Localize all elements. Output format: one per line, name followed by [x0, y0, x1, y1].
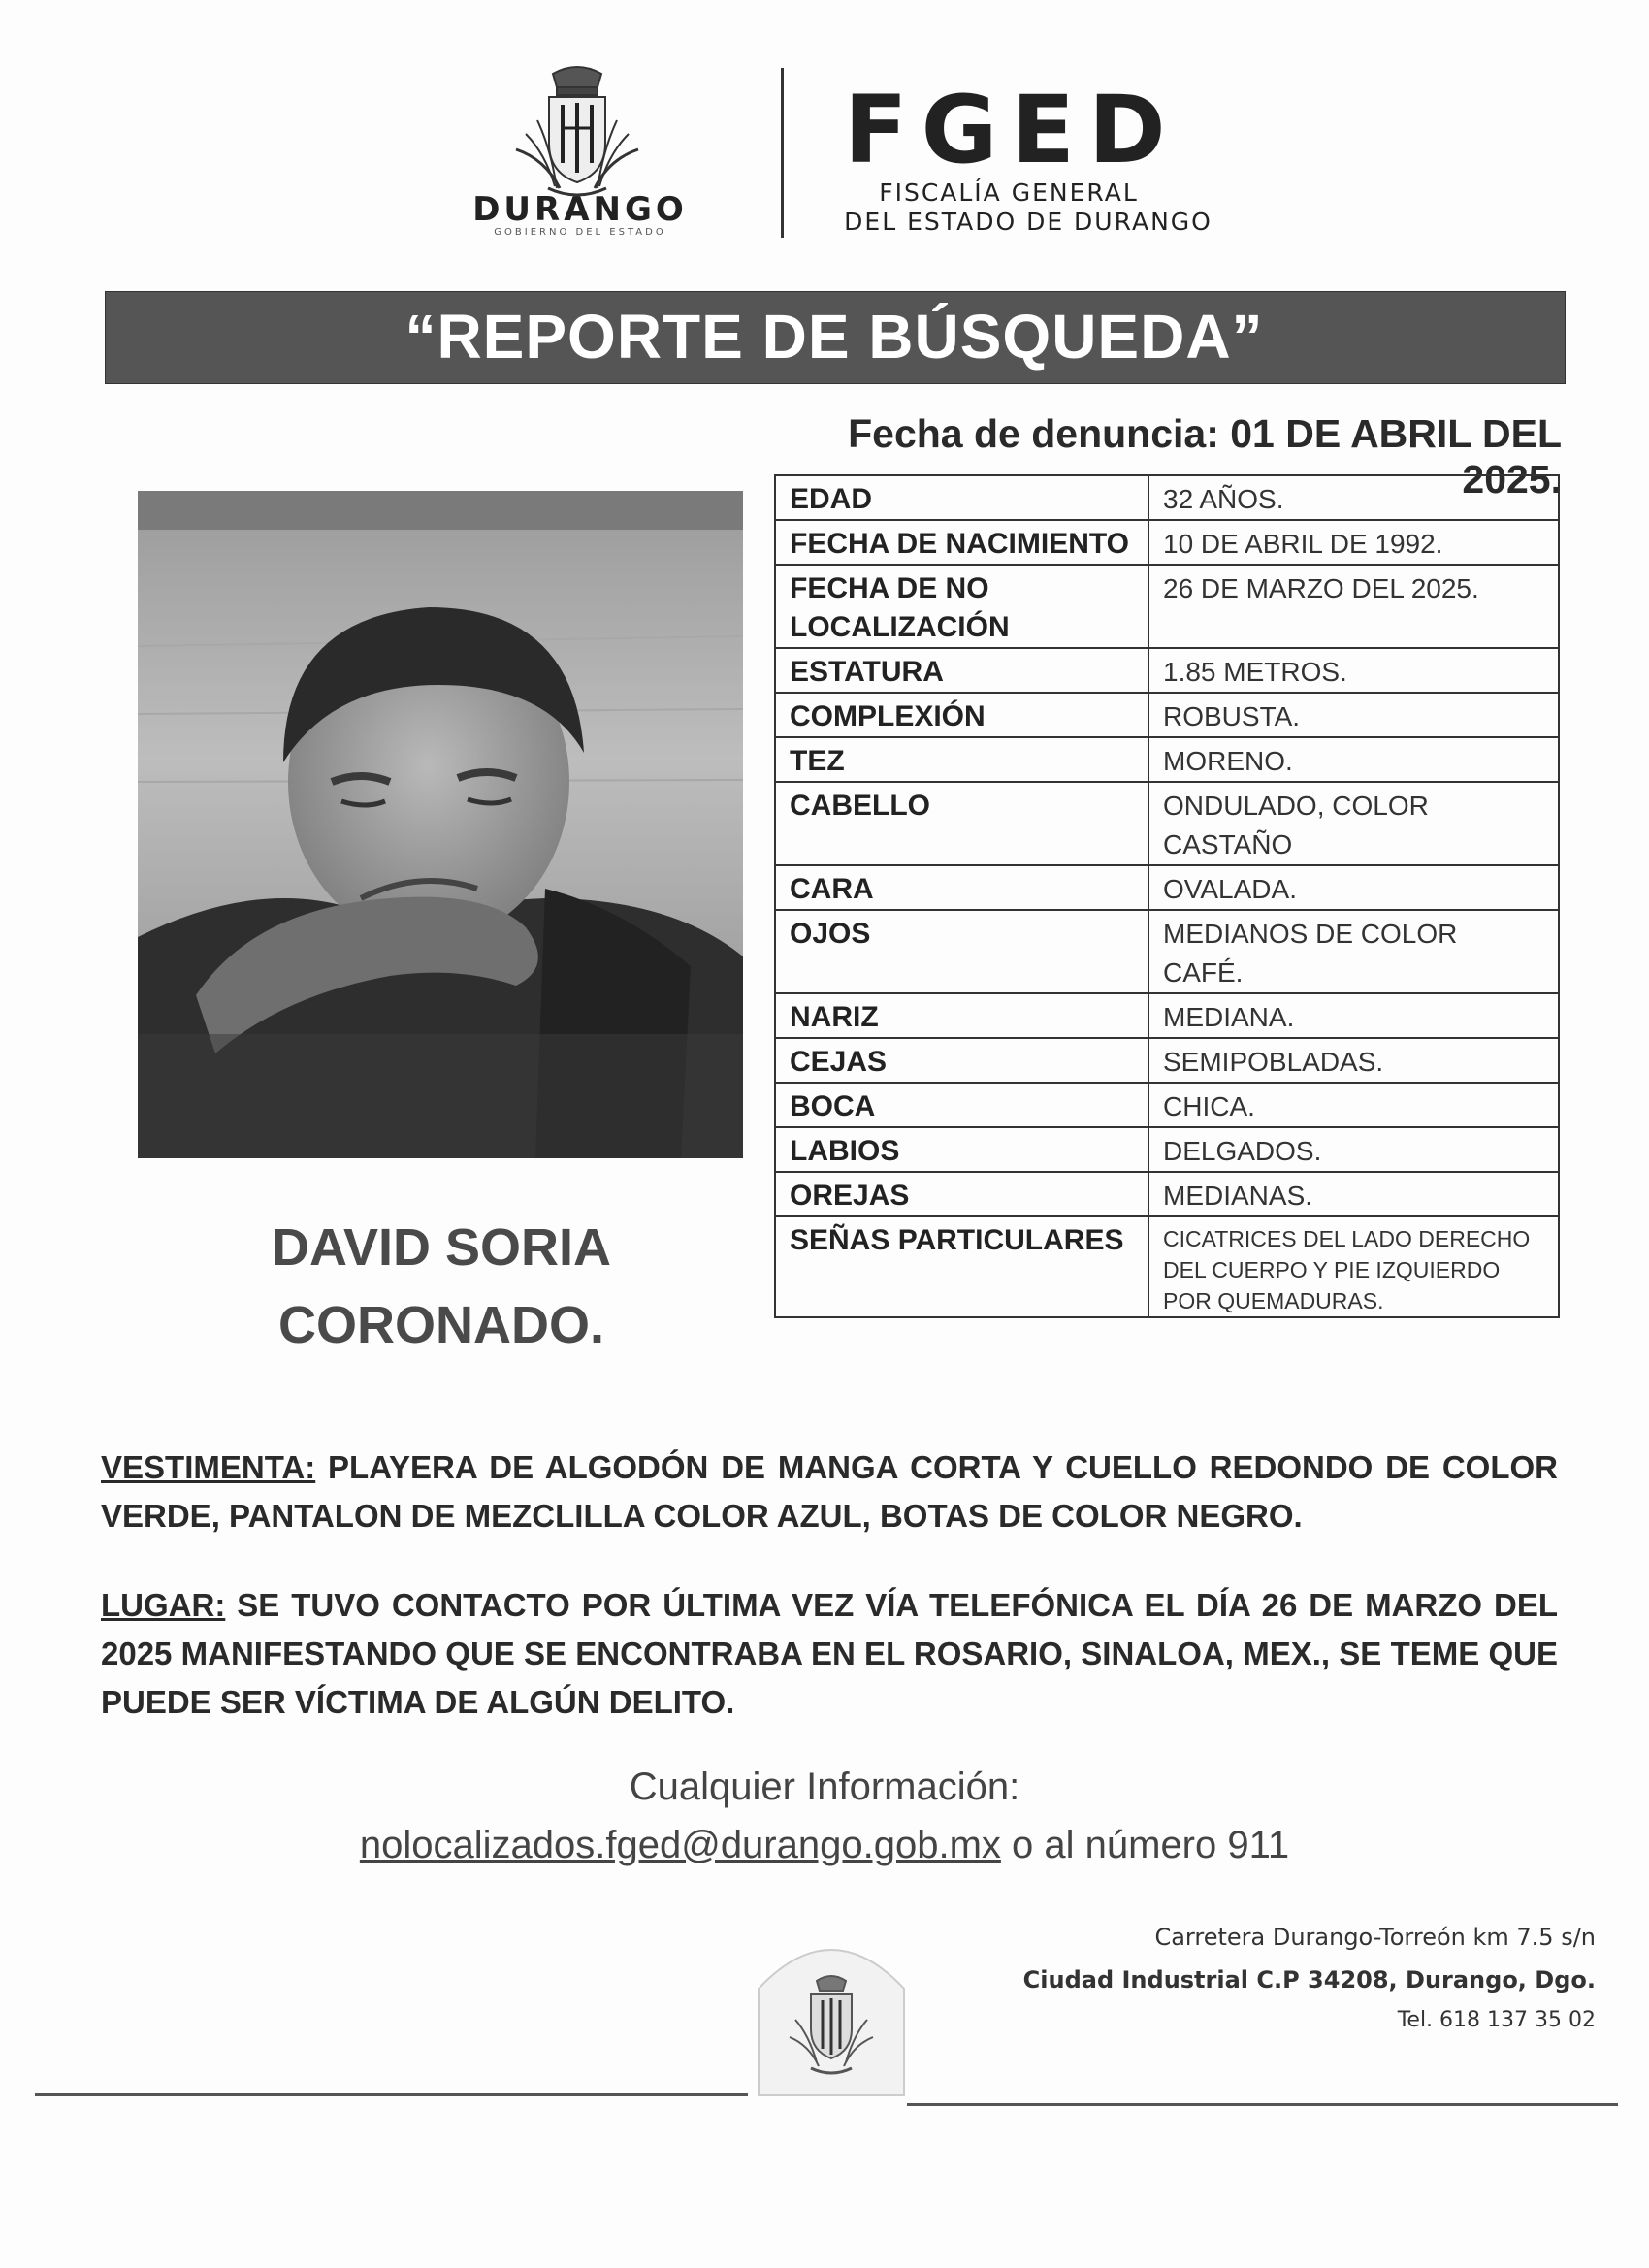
details-value: MEDIANAS.	[1148, 1172, 1559, 1216]
details-value: SEMIPOBLADAS.	[1148, 1038, 1559, 1083]
details-label: OJOS	[775, 910, 1148, 993]
details-label: COMPLEXIÓN	[775, 693, 1148, 737]
vestimenta-key: VESTIMENTA:	[101, 1449, 316, 1485]
details-label: LABIOS	[775, 1127, 1148, 1172]
details-label: NARIZ	[775, 993, 1148, 1038]
footer-rule-right	[907, 2103, 1618, 2106]
details-row	[775, 737, 1559, 782]
details-value: ONDULADO, COLOR CASTAÑO	[1148, 782, 1559, 865]
lugar-key: LUGAR:	[101, 1587, 226, 1623]
contact-phone-text: o al número 911	[1000, 1824, 1290, 1866]
durango-subtitle: GOBIERNO DEL ESTADO	[494, 227, 666, 238]
contact-email-link[interactable]: nolocalizados.fged@durango.gob.mx	[359, 1824, 1001, 1866]
details-value: MEDIANA.	[1148, 993, 1559, 1038]
details-row	[775, 693, 1559, 737]
details-value: 10 DE ABRIL DE 1992.	[1148, 520, 1559, 565]
details-row	[775, 1172, 1559, 1216]
details-value: 32 AÑOS.	[1148, 475, 1559, 520]
details-row	[775, 520, 1559, 565]
details-label: SEÑAS PARTICULARES	[775, 1216, 1148, 1317]
details-value: 1.85 METROS.	[1148, 648, 1559, 693]
lugar-paragraph	[101, 1581, 1558, 1727]
details-row	[775, 1127, 1559, 1172]
details-value: OVALADA.	[1148, 865, 1559, 910]
details-label: TEZ	[775, 737, 1148, 782]
details-row	[775, 565, 1559, 648]
contact-line	[242, 1824, 1406, 1867]
address-line2: Ciudad Industrial C.P 34208, Durango, Dgo.	[1022, 1966, 1596, 1993]
details-row	[775, 648, 1559, 693]
details-row	[775, 1083, 1559, 1127]
vestimenta-paragraph	[101, 1443, 1558, 1540]
agency-name-line1: FISCALÍA GENERAL	[879, 178, 1139, 207]
details-row	[775, 865, 1559, 910]
report-date: Fecha de denuncia: 01 DE ABRIL DEL 2025.	[848, 411, 1562, 502]
details-value: CICATRICES DEL LADO DERECHO DEL CUERPO Y PIE IZQUIERDO POR QUEMADURAS.	[1148, 1216, 1559, 1317]
details-value: MORENO.	[1148, 737, 1559, 782]
details-row	[775, 1038, 1559, 1083]
person-name-line2: CORONADO.	[278, 1296, 604, 1354]
vestimenta-text: PLAYERA DE ALGODÓN DE MANGA CORTA Y CUELLO REDONDO DE COLOR VERDE, PANTALON DE MEZCLILLA COLOR AZUL, BOTAS DE COLOR NEGRO.	[101, 1449, 1558, 1534]
agency-name-line2: DEL ESTADO DE DURANGO	[844, 208, 1212, 236]
durango-footer-crest-icon	[739, 1930, 923, 2105]
person-name	[136, 1209, 747, 1364]
address-phone: Tel. 618 137 35 02	[1397, 2008, 1596, 2032]
details-label: BOCA	[775, 1083, 1148, 1127]
footer-rule-left	[35, 2093, 748, 2096]
header-divider	[781, 68, 784, 238]
details-label: ESTATURA	[775, 648, 1148, 693]
agency-acronym: FGED	[844, 76, 1180, 184]
details-label: CEJAS	[775, 1038, 1148, 1083]
details-row	[775, 782, 1559, 865]
person-name-line1: DAVID SORIA	[271, 1218, 612, 1277]
details-label: EDAD	[775, 475, 1148, 520]
details-label: CABELLO	[775, 782, 1148, 865]
details-value: 26 DE MARZO DEL 2025.	[1148, 565, 1559, 648]
details-value: CHICA.	[1148, 1083, 1559, 1127]
details-label: CARA	[775, 865, 1148, 910]
lugar-text: SE TUVO CONTACTO POR ÚLTIMA VEZ VÍA TELEFÓNICA EL DÍA 26 DE MARZO DEL 2025 MANIFESTANDO QUE SE ENCONTRABA EN EL ROSARIO, SINALOA, MEX., SE TEME QUE PUEDE SER VÍCTIMA DE ALGÚN DELITO.	[101, 1587, 1558, 1720]
contact-heading: Cualquier Información:	[629, 1766, 1020, 1808]
person-photo	[138, 491, 743, 1158]
details-label: FECHA DE NO LOCALIZACIÓN	[775, 565, 1148, 648]
address-line1: Carretera Durango-Torreón km 7.5 s/n	[1154, 1924, 1596, 1951]
report-title: “REPORTE DE BÚSQUEDA”	[404, 302, 1264, 372]
details-label: OREJAS	[775, 1172, 1148, 1216]
details-value: MEDIANOS DE COLOR CAFÉ.	[1148, 910, 1559, 993]
details-row	[775, 475, 1559, 520]
details-table	[774, 474, 1560, 1318]
durango-wordmark: DURANGO	[472, 190, 688, 229]
details-label: FECHA DE NACIMIENTO	[775, 520, 1148, 565]
details-value: DELGADOS.	[1148, 1127, 1559, 1172]
details-row	[775, 910, 1559, 993]
details-row	[775, 993, 1559, 1038]
details-row	[775, 1216, 1559, 1317]
details-value: ROBUSTA.	[1148, 693, 1559, 737]
